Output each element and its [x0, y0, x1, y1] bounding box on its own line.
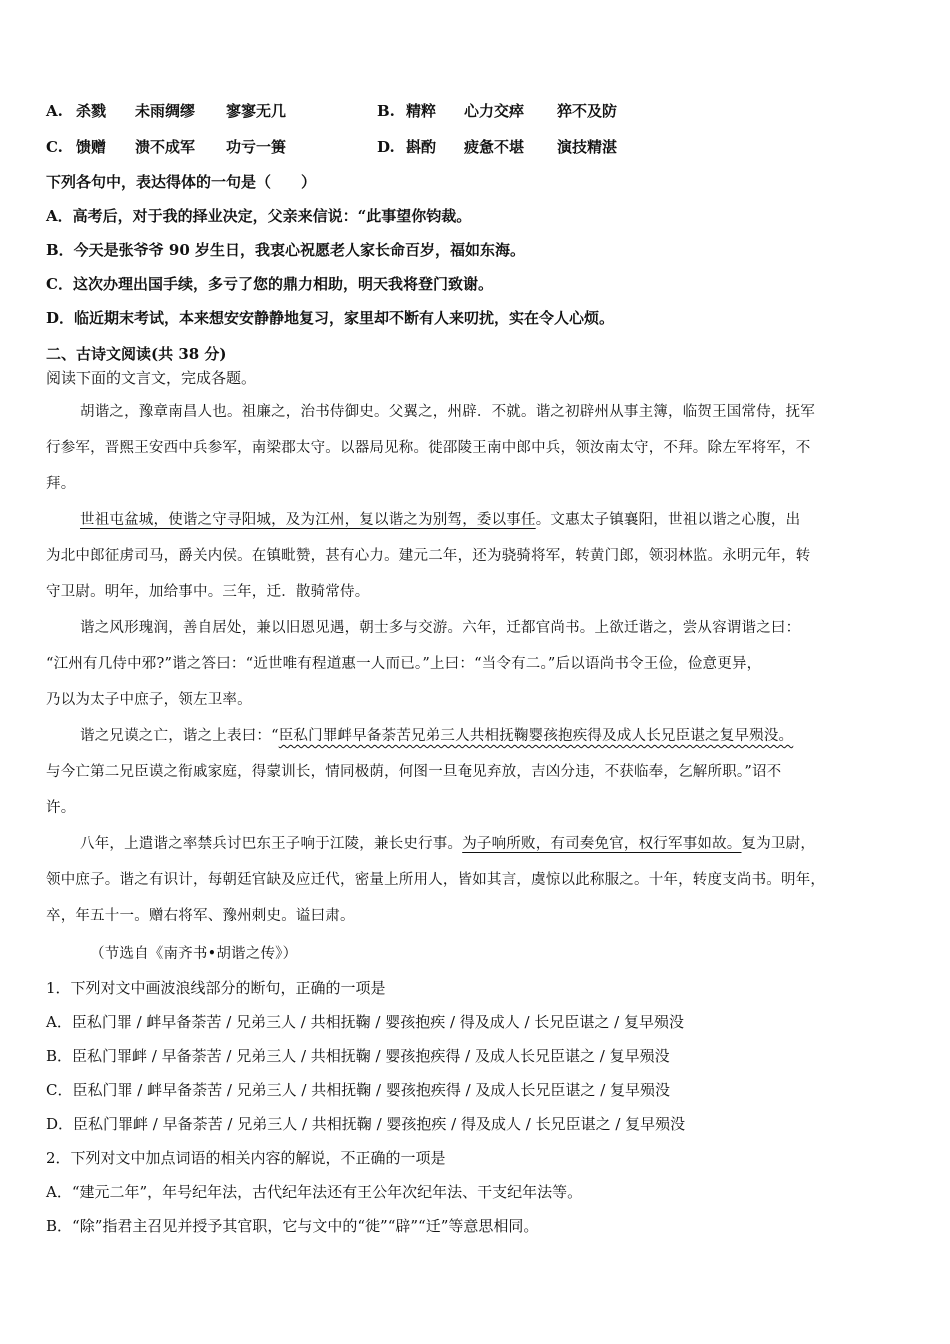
passage-p1-line-3: 拜。	[46, 476, 76, 492]
passage-p4-lead: 谐之兄谟之亡，谐之上表曰：“	[80, 728, 279, 744]
passage-p5-rest: 复为卫尉，	[741, 836, 816, 852]
section-heading: 二、古诗文阅读(共 38 分)	[46, 345, 227, 363]
option-b-letter: B.	[377, 102, 395, 120]
option-c-word-2: 溃不成军	[135, 138, 196, 156]
question-decency-option-c: C．这次办理出国手续，多亏了您的鼎力相助，明天我将登门致谢。	[46, 275, 493, 293]
passage-p2-line-3: 守卫尉。明年，加给事中。三年，迁．散骑常侍。	[46, 584, 370, 600]
option-a-word-2: 未雨绸缪	[135, 102, 196, 120]
question-decency-option-d: D．临近期末考试，本来想安安静静地复习，家里却不断有人来叨扰，实在令人心烦。	[46, 309, 615, 327]
passage-p5-line-3: 卒，年五十一。赠右将军、豫州刺史。谥曰肃。	[46, 908, 355, 924]
option-d-word-3: 演技精湛	[557, 138, 618, 156]
question-1-option-d: D．臣私门罪衅 / 早备荼苦 / 兄弟三人 / 共相抚鞠 / 婴孩抱疾 / 得及成人 / 长兄臣谌之 / 复早殒没	[46, 1115, 686, 1133]
question-decency-stem: 下列各句中，表达得体的一句是（ ）	[46, 173, 317, 191]
option-c-word-1: 馈赠	[76, 138, 107, 156]
passage-p5-line-1	[80, 834, 910, 854]
question-2-stem: 2．下列对文中加点词语的相关内容的解说，不正确的一项是	[46, 1149, 446, 1167]
passage-p5-lead: 八年，上遣谐之率禁兵讨巴东王子响于江陵，兼长史行事。	[80, 836, 463, 852]
option-c-word-3: 功亏一篑	[226, 138, 287, 156]
passage-underlined-1: 世祖屯盆城，使谐之守寻阳城，及为江州，复以谐之为别驾，委以事任	[80, 512, 536, 528]
option-a-letter: A.	[46, 102, 63, 120]
passage-p1-line-2: 行参军，晋熙王安西中兵参军，南梁郡太守。以器局见称。徙邵陵王南中郎中兵，领汝南太守，不拜。除左军将军，不	[46, 440, 811, 456]
passage-p3-line-1: 谐之风形瑰润，善自居处，兼以旧恩见遇，朝士多与交游。六年，迁都官尚书。上欲迁谐之，尝从容谓谐之曰：	[80, 620, 801, 636]
option-a-word-1: 杀戮	[76, 102, 107, 120]
passage-p2-rest: 。文惠太子镇襄阳，世祖以谐之心腹，出	[535, 512, 801, 528]
question-decency-option-a: A．高考后，对于我的择业决定，父亲来信说：“此事望你钧裁。	[46, 207, 472, 225]
passage-p3-line-2: “江州有几侍中邪?”谐之答曰：“近世唯有程道惠一人而已。”上曰：“当令有二。”后以语尚书令王俭，俭意更异，	[46, 656, 762, 672]
passage-source: （节选自《南齐书•胡谐之传》）	[90, 946, 298, 962]
passage-wavy-line: 臣私门罪衅早备荼苦兄弟三人共相抚鞠婴孩抱疾得及成人长兄臣谌之复早殒没。	[278, 728, 794, 744]
option-a-word-3: 寥寥无几	[226, 102, 287, 120]
passage-p5-line-2: 领中庶子。谐之有识计，每朝廷官缺及应迁代，密量上所用人，皆如其言，虞惊以此称服之。十年，转度支尚书。明年，	[46, 872, 826, 888]
question-decency-option-b: B．今天是张爷爷 90 岁生日，我衷心祝愿老人家长命百岁，福如东海。	[46, 241, 525, 259]
passage-p4-line-1	[80, 726, 910, 746]
passage-p4-line-2: 与今亡第二兄臣谟之衔戚家庭，得蒙训长，情同极荫，何图一旦奄见弃放，吉凶分违，不获临奉，乞解所职。”诏不	[46, 764, 782, 780]
option-b-word-2: 心力交瘁	[464, 102, 525, 120]
option-b-word-3: 猝不及防	[557, 102, 618, 120]
question-1-option-b: B．臣私门罪衅 / 早备荼苦 / 兄弟三人 / 共相抚鞠 / 婴孩抱疾得 / 及成人长兄臣谌之 / 复早殒没	[46, 1047, 670, 1065]
option-b-word-1: 精粹	[406, 102, 437, 120]
passage-p4-line-3: 许。	[46, 800, 76, 816]
question-2-option-b: B．“除”指君主召见并授予其官职，它与文中的“徙”“辟”“迁”等意思相同。	[46, 1217, 539, 1235]
section-instruction: 阅读下面的文言文，完成各题。	[46, 369, 257, 387]
option-d-letter: D.	[377, 138, 395, 156]
passage-p3-line-3: 乃以为太子中庶子，领左卫率。	[46, 692, 252, 708]
question-1-stem: 1．下列对文中画波浪线部分的断句，正确的一项是	[46, 979, 386, 997]
passage-underlined-2: 为子响所败，有司奏免官，权行军事如故。	[462, 836, 742, 852]
passage-p2-line-1	[80, 510, 910, 530]
passage-p2-line-2: 为北中郎征虏司马，爵关内侯。在镇毗赞，甚有心力。建元二年，还为骁骑将军，转黄门郎，领羽林监。永明元年，转	[46, 548, 811, 564]
question-2-option-a: A．“建元二年”，年号纪年法，古代纪年法还有王公年次纪年法、干支纪年法等。	[46, 1183, 583, 1201]
question-1-option-a: A．臣私门罪 / 衅早备荼苦 / 兄弟三人 / 共相抚鞠 / 婴孩抱疾 / 得及成人 / 长兄臣谌之 / 复早殒没	[46, 1013, 684, 1031]
option-d-word-1: 斟酌	[406, 138, 437, 156]
passage-p1-line-1: 胡谐之，豫章南昌人也。祖廉之，治书侍御史。父翼之，州辟．不就。谐之初辟州从事主簿，临贺王国常侍，抚军	[80, 404, 815, 420]
option-d-word-2: 疲惫不堪	[464, 138, 525, 156]
option-c-letter: C.	[46, 138, 63, 156]
question-1-option-c: C．臣私门罪 / 衅早备荼苦 / 兄弟三人 / 共相抚鞠 / 婴孩抱疾得 / 及成人长兄臣谌之 / 复早殒没	[46, 1081, 671, 1099]
